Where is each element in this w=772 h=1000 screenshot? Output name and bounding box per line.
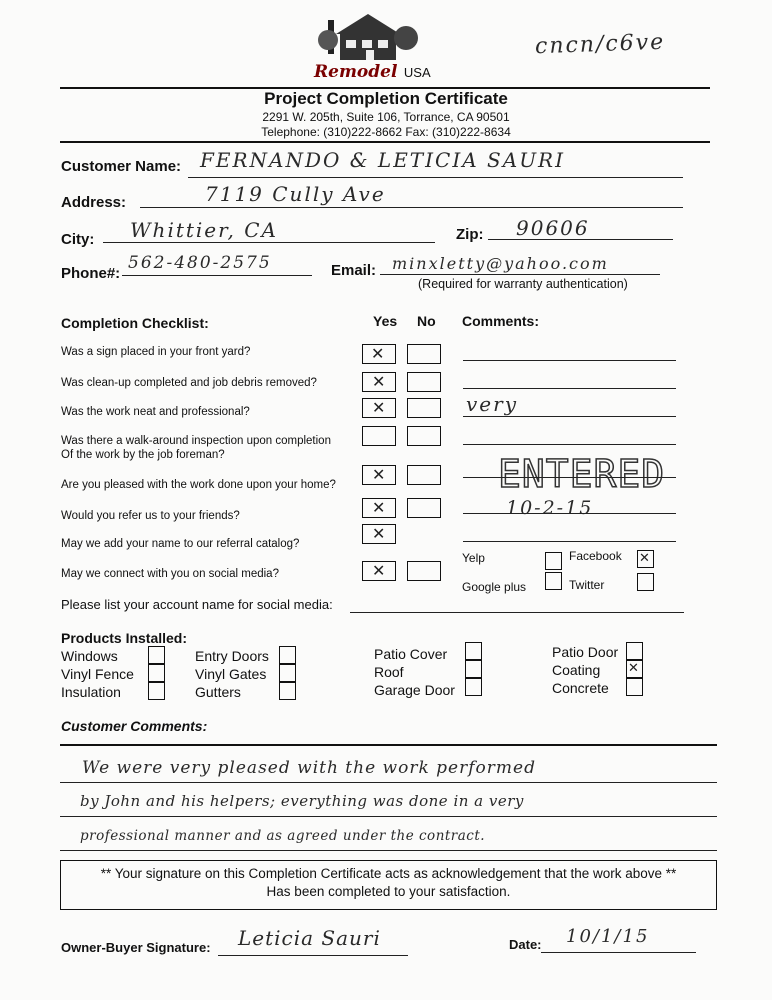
- product-label: Vinyl Fence: [61, 666, 134, 682]
- garage-door-checkbox[interactable]: [465, 678, 482, 696]
- top-note: cncn/c6ve: [534, 29, 666, 60]
- product-label: Vinyl Gates: [195, 666, 267, 682]
- product-label: Insulation: [61, 684, 121, 700]
- checklist-question: May we add your name to our referral catalog?: [61, 538, 300, 550]
- no-checkbox[interactable]: [407, 344, 441, 364]
- address-line: [140, 207, 683, 208]
- yes-checkbox[interactable]: ✕: [362, 524, 396, 544]
- checklist-question-cont: Of the work by the job foreman?: [61, 449, 225, 461]
- checklist-question: Was there a walk-around inspection upon completion: [61, 435, 331, 447]
- yelp-checkbox[interactable]: [545, 552, 562, 570]
- product-label: Concrete: [552, 680, 609, 696]
- entry-doors-checkbox[interactable]: [279, 646, 296, 664]
- comments-header: Comments:: [462, 313, 540, 329]
- date-value: 10/1/15: [566, 926, 650, 947]
- company-phone: Telephone: (310)222-8662 Fax: (310)222-8634: [261, 125, 511, 139]
- checklist-question: Was clean-up completed and job debris removed?: [61, 377, 317, 389]
- yes-checkbox[interactable]: ✕: [362, 344, 396, 364]
- social-twitter-label: Twitter: [569, 578, 605, 592]
- signature-line: [218, 955, 408, 956]
- comment-line: [463, 360, 676, 361]
- city-label: City:: [61, 231, 95, 248]
- product-label: Gutters: [195, 684, 241, 700]
- checklist-question: Was the work neat and professional?: [61, 406, 250, 418]
- no-checkbox[interactable]: [407, 465, 441, 485]
- comment-rule-3: [60, 850, 717, 851]
- phone-value: 562-480-2575: [128, 253, 272, 273]
- email-label: Email:: [331, 262, 377, 279]
- roof-checkbox[interactable]: [465, 660, 482, 678]
- comment-line: [463, 477, 676, 478]
- comment-value: very: [466, 392, 518, 416]
- zip-line: [488, 239, 673, 240]
- comment-line: [463, 513, 676, 514]
- signature-label: Owner-Buyer Signature:: [61, 940, 211, 955]
- customer-name-label: Customer Name:: [61, 158, 182, 175]
- social-yelp-label: Yelp: [462, 551, 485, 565]
- phone-line: [122, 275, 312, 276]
- windows-checkbox[interactable]: [148, 646, 165, 664]
- comment-line-3: professional manner and as agreed under the contract.: [80, 828, 486, 844]
- products-heading: Products Installed:: [61, 630, 188, 646]
- comment-line: [463, 388, 676, 389]
- coating-checkbox[interactable]: ✕: [626, 660, 643, 678]
- city-line: [103, 242, 435, 243]
- google-plus-checkbox[interactable]: [545, 572, 562, 590]
- comment-line: [463, 541, 676, 542]
- yes-header: Yes: [373, 313, 398, 329]
- company-logo: [308, 8, 431, 84]
- social-google-label: Google plus: [462, 580, 527, 594]
- email-note: (Required for warranty authentication): [418, 277, 628, 291]
- city-value: Whittier, CA: [130, 218, 278, 242]
- acknowledgement-box: [60, 860, 717, 910]
- no-checkbox[interactable]: [407, 561, 441, 581]
- yes-checkbox[interactable]: ✕: [362, 498, 396, 518]
- facebook-checkbox[interactable]: ✕: [637, 550, 654, 568]
- address-label: Address:: [61, 194, 127, 211]
- patio-door-checkbox[interactable]: [626, 642, 643, 660]
- email-value: minxletty@yahoo.com: [392, 254, 609, 273]
- comment-rule-1: [60, 782, 717, 783]
- insulation-checkbox[interactable]: [148, 682, 165, 700]
- comment-line-1: We were very pleased with the work performed: [82, 758, 536, 778]
- checklist-question: Would you refer us to your friends?: [61, 510, 240, 522]
- stamp-date: 10-2-15: [506, 497, 594, 519]
- product-label: Windows: [61, 648, 118, 664]
- comment-line: [463, 416, 676, 417]
- phone-label: Phone#:: [61, 265, 121, 282]
- customer-name-line: [188, 177, 683, 178]
- no-checkbox[interactable]: [407, 498, 441, 518]
- no-header: No: [417, 313, 436, 329]
- entered-stamp: ENTERED: [498, 452, 666, 496]
- acknowledgement-line-1: ** Your signature on this Completion Certificate acts as acknowledgement that the work above **: [100, 866, 677, 881]
- house-logo-icon: [308, 8, 428, 68]
- social-account-prompt: Please list your account name for social media:: [61, 597, 333, 612]
- company-address: 2291 W. 205th, Suite 106, Torrance, CA 90501: [262, 110, 510, 124]
- customer-comments-heading: Customer Comments:: [61, 718, 208, 734]
- comment-rule-2: [60, 816, 717, 817]
- email-line: [380, 274, 660, 275]
- checklist-heading: Completion Checklist:: [61, 315, 209, 331]
- checklist-question: Are you pleased with the work done upon your home?: [61, 479, 336, 491]
- date-label: Date:: [509, 937, 542, 952]
- title-rule: [60, 141, 710, 143]
- yes-checkbox[interactable]: [362, 426, 396, 446]
- logo-text: Remodel: [314, 62, 398, 82]
- yes-checkbox[interactable]: ✕: [362, 465, 396, 485]
- vinyl-fence-checkbox[interactable]: [148, 664, 165, 682]
- product-label: Patio Cover: [374, 646, 448, 662]
- product-label: Garage Door: [374, 682, 455, 698]
- date-line: [541, 952, 696, 953]
- yes-checkbox[interactable]: ✕: [362, 398, 396, 418]
- social-facebook-label: Facebook: [569, 549, 622, 563]
- checklist-question: May we connect with you on social media?: [61, 568, 279, 580]
- no-checkbox[interactable]: [407, 398, 441, 418]
- customer-name-value: FERNANDO & LETICIA SAURI: [200, 148, 566, 172]
- address-value: 7119 Cully Ave: [205, 182, 386, 206]
- yes-checkbox[interactable]: ✕: [362, 561, 396, 581]
- social-account-line: [350, 612, 684, 613]
- twitter-checkbox[interactable]: [637, 573, 654, 591]
- checklist-question: Was a sign placed in your front yard?: [61, 346, 251, 358]
- comments-top-rule: [60, 744, 717, 746]
- product-label: Entry Doors: [195, 648, 269, 664]
- gutters-checkbox[interactable]: [279, 682, 296, 700]
- vinyl-gates-checkbox[interactable]: [279, 664, 296, 682]
- comment-line-2: by John and his helpers; everything was done in a very: [80, 792, 524, 810]
- concrete-checkbox[interactable]: [626, 678, 643, 696]
- comment-line: [463, 444, 676, 445]
- acknowledgement-line-2: Has been completed to your satisfaction.: [266, 884, 511, 899]
- logo-suffix: USA: [403, 65, 431, 80]
- signature-value: Leticia Sauri: [238, 926, 381, 950]
- zip-label: Zip:: [456, 226, 484, 243]
- no-checkbox[interactable]: [407, 426, 441, 446]
- product-label: Coating: [552, 662, 601, 678]
- product-label: Roof: [374, 664, 404, 680]
- zip-value: 90606: [516, 216, 590, 240]
- no-checkbox[interactable]: [407, 372, 441, 392]
- yes-checkbox[interactable]: ✕: [362, 372, 396, 392]
- page-title: Project Completion Certificate: [264, 89, 508, 108]
- product-label: Patio Door: [552, 644, 619, 660]
- patio-cover-checkbox[interactable]: [465, 642, 482, 660]
